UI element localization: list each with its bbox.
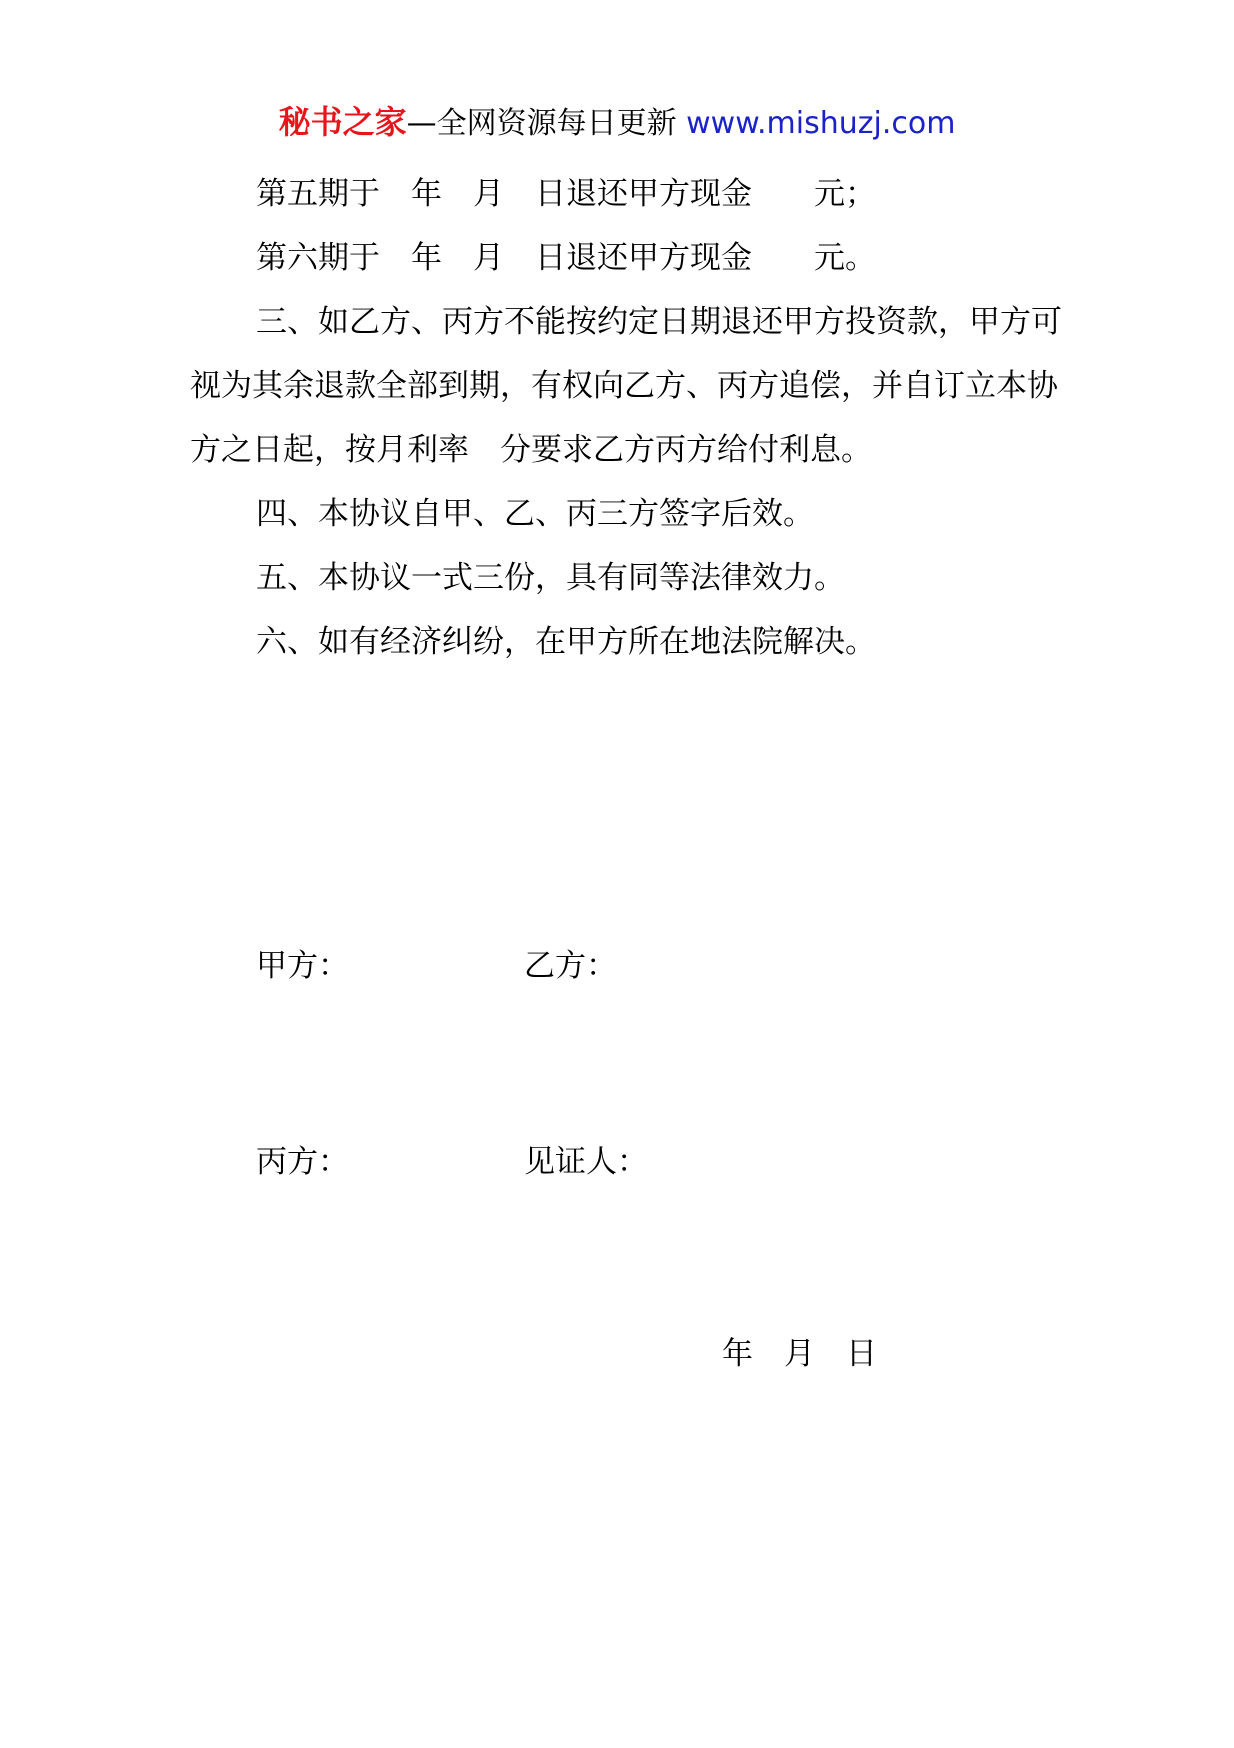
party-b-label: 乙方：: [524, 948, 617, 984]
paragraph-clause-3: 三、如乙方、丙方不能按约定日期退还甲方投资款，甲方可视为其余退款全部到期，有权向乙方、丙方追偿，并自订立本协方之日起，按月利率 分要求乙方丙方给付利息。: [190, 304, 1062, 468]
site-tagline: —全网资源每日更新: [406, 106, 677, 141]
paragraph-clause-5: 五、本协议一式三份，具有同等法律效力。: [256, 560, 845, 596]
agreement-body: [190, 162, 1070, 674]
site-header: [0, 100, 1234, 146]
paragraph-installment-6: 第六期于 年 月 日退还甲方现金 元。: [256, 240, 876, 276]
signature-row-1: [256, 944, 617, 988]
witness-label: 见证人：: [524, 1144, 648, 1180]
paragraph-clause-6: 六、如有经济纠纷，在甲方所在地法院解决。: [256, 624, 876, 660]
paragraph-clause-4: 四、本协议自甲、乙、丙三方签字后效。: [256, 496, 814, 532]
date-line: 年 月 日: [722, 1336, 877, 1372]
paragraph-installment-5: 第五期于 年 月 日退还甲方现金 元；: [256, 176, 876, 212]
signature-row-2: [256, 1140, 648, 1184]
site-brand: 秘书之家: [278, 103, 407, 141]
site-url-link[interactable]: www.mishuzj.com: [686, 106, 956, 141]
party-c-label: 丙方：: [256, 1144, 349, 1180]
party-a-label: 甲方：: [256, 948, 349, 984]
